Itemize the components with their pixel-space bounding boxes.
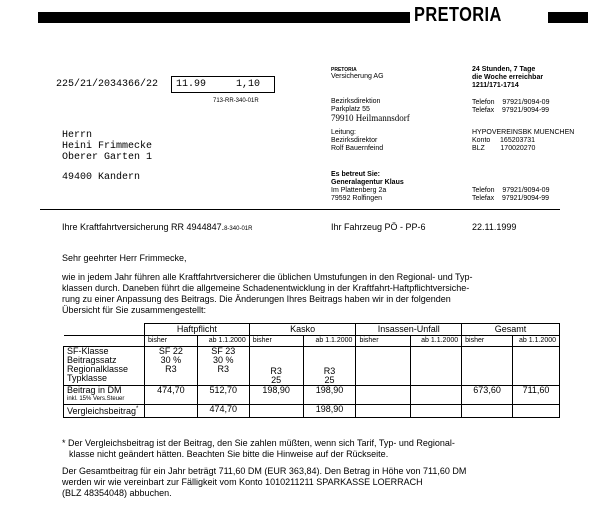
paragraph-line: wie in jedem Jahr führen alle Kraftfahrtversicherer die üblichen Umstufungen in den Regional- und Typ-: [62, 272, 473, 282]
table-cell: 198,90: [303, 405, 356, 418]
box-amount: 1,10: [236, 79, 261, 90]
fax-label: Telefax: [472, 195, 495, 202]
row-label-sf: SF-Klasse: [67, 346, 109, 356]
table-cell: 25: [324, 375, 335, 385]
agency-name: Generalagentur Klaus: [331, 179, 404, 186]
recipient-address: [62, 130, 152, 163]
kasko-bisher-cell: [249, 347, 303, 386]
intro-paragraph: [62, 272, 473, 316]
recipient-name: Heini Frimmecke: [62, 141, 153, 152]
recipient-line: Herrn: [62, 130, 93, 141]
phone-block-2: [472, 187, 549, 203]
recipient-street: Oberer Garten 1: [62, 152, 153, 163]
table-cell: 474,70: [197, 405, 249, 418]
group-header-insassen: Insassen-Unfall: [356, 324, 462, 336]
row-labels-classes: [64, 347, 145, 386]
paragraph-line: Der Gesamtbeitrag für ein Jahr beträgt 711,60 DM (EUR 363,84). Den Betrag in Höhe von 711,60 DM: [62, 466, 467, 476]
table-cell: [356, 386, 411, 405]
table-cell: [411, 386, 462, 405]
group-header-gesamt: Gesamt: [462, 324, 560, 336]
kasko-ab-cell: [303, 347, 356, 386]
tel-label: Telefon: [472, 187, 495, 194]
phone-block-1: [472, 99, 549, 115]
blz-label: BLZ: [472, 145, 485, 152]
table-cell: [513, 405, 560, 418]
fax-label: Telefax: [472, 107, 495, 114]
director-label: Bezirksdirektor: [331, 137, 378, 144]
table-cell: R3: [323, 366, 336, 376]
contribution-table: [63, 323, 560, 418]
tel-number: 97921/9094-09: [502, 99, 550, 106]
bank-block: [472, 129, 574, 153]
group-header-kasko: Kasko: [249, 324, 356, 336]
payment-paragraph: [62, 466, 466, 499]
letter-date: 22.11.1999: [472, 222, 517, 232]
agency-city: 79592 Rolfingen: [331, 195, 382, 202]
policy-code: 225/21/2034366/22: [56, 79, 159, 90]
table-cell: 673,60: [462, 386, 513, 405]
header-band-tail: [548, 12, 588, 23]
table-cell: 198,90: [249, 386, 303, 405]
policy-subject: [62, 222, 252, 232]
sub-corner-cell: [64, 336, 145, 347]
table-cell: 512,70: [197, 386, 249, 405]
sub-header-ab: ab 1.1.2000: [411, 336, 462, 347]
tel-label: Telefon: [472, 99, 495, 106]
fax-number: 97921/9094-99: [501, 107, 550, 114]
box-date: 11.99: [176, 79, 207, 90]
sub-header-bisher: bisher: [356, 336, 411, 347]
brand-logo: PRETORIA: [414, 4, 502, 26]
tel-number: 97921/9094-09: [502, 187, 550, 194]
group-header-haftpflicht: Haftpflicht: [144, 324, 249, 336]
table-cell: [411, 405, 462, 418]
table-cell: [144, 405, 197, 418]
district-address: [331, 98, 410, 122]
table-cell: SF 22: [158, 346, 183, 356]
row-label-typ: Typklasse: [67, 373, 108, 383]
footnote-line: klasse nicht geändert hätten. Beachten Sie bitte die Hinweise auf der Rückseite.: [69, 449, 389, 459]
district-street: Parkplatz 55: [331, 106, 370, 113]
salutation: Sehr geehrter Herr Frimmecke,: [62, 253, 187, 263]
sub-header-bisher: bisher: [462, 336, 513, 347]
insurer-name: Versicherung AG: [331, 73, 384, 80]
sub-header-ab: ab 1.1.2000: [513, 336, 560, 347]
table-cell: R3: [165, 364, 177, 374]
leitung-block: [331, 129, 383, 153]
recipient-city: 49400 Kandern: [62, 172, 141, 183]
director-name: Rolf Bauernfeind: [331, 145, 384, 152]
row-label-beitrag-cell: [64, 386, 145, 405]
table-cell: [249, 405, 303, 418]
footnote-mark: *: [62, 438, 66, 448]
row-label-vergleich-cell: [64, 405, 145, 418]
table-cell: R3: [217, 364, 230, 374]
hours-line1: 24 Stunden, 7 Tage: [472, 66, 536, 73]
policy-suffix: 8-340-01R: [224, 226, 253, 232]
gesamt-bisher-cell: [462, 347, 513, 386]
insassen-ab-cell: [411, 347, 462, 386]
policy-text: Ihre Kraftfahrtversicherung RR 4944847.: [62, 222, 225, 232]
table-cell: 474,70: [144, 386, 197, 405]
konto-number: 165203731: [500, 137, 536, 144]
agency-street: Im Plattenberg 2a: [331, 187, 387, 194]
paragraph-line: Übersicht für Sie zusammengestellt:: [62, 305, 207, 315]
agency-block: [331, 171, 404, 203]
table-cell: R3: [270, 366, 282, 376]
footnote-mark: *: [136, 406, 139, 412]
hours-line2: die Woche erreichbar: [472, 74, 544, 81]
leitung-label: Leitung:: [331, 129, 356, 136]
table-cell: SF 23: [211, 346, 236, 356]
haft-bisher-cell: [144, 347, 197, 386]
row-label-beitrag: Beitrag in DM: [67, 385, 122, 395]
table-cell: 198,90: [303, 386, 356, 405]
fax-number: 97921/9094-99: [501, 195, 550, 202]
konto-label: Konto: [472, 137, 491, 144]
footnote: [62, 438, 455, 460]
table-cell: 30 %: [213, 355, 234, 365]
paragraph-line: werden wir wie vereinbart zur Fälligkeit vom Konto 1010211211 SPARKASSE LOERRACH: [62, 477, 423, 487]
row-label-beitrag-note: inkl. 15% Vers.Steuer: [67, 396, 125, 402]
footnote-line: Der Vergleichsbeitrag ist der Beitrag, den Sie zahlen müßten, wenn sich Tarif, Typ- und Regional-: [68, 438, 455, 448]
corner-cell: [64, 324, 145, 336]
blz-number: 170020270: [500, 145, 536, 152]
table-cell: [462, 405, 513, 418]
table-cell: 30 %: [160, 355, 182, 365]
insurer-logo-small: PRETORIA: [331, 67, 357, 73]
paragraph-line: (BLZ 48354048) abbuchen.: [62, 488, 172, 498]
header-band: [38, 12, 410, 23]
haft-ab-cell: [197, 347, 249, 386]
divider: [40, 209, 560, 210]
table-cell: 711,60: [513, 386, 560, 405]
paragraph-line: klassen durch. Daneben führt die allgemeine Schadenentwicklung in der Kraftfahrt-Haftpflichtversiche-: [62, 283, 470, 293]
row-label-satz: Beitragssatz: [67, 355, 117, 365]
paragraph-line: rung zu einer Anpassung des Beitrags. Die Änderungen Ihres Beitrags haben wir in der folgenden: [62, 294, 451, 304]
sub-header-bisher: bisher: [249, 336, 303, 347]
vehicle-subject: Ihr Fahrzeug PÖ - PP-6: [331, 222, 426, 232]
district-label: Bezirksdirektion: [331, 98, 381, 105]
hotline-block: [472, 66, 543, 90]
table-cell: 25: [271, 375, 282, 385]
table-cell: [356, 405, 411, 418]
betreut-label: Es betreut Sie:: [331, 171, 381, 178]
hotline-number: 1211/171-1714: [472, 82, 519, 89]
insassen-bisher-cell: [356, 347, 411, 386]
gesamt-ab-cell: [513, 347, 560, 386]
row-label-vergleich: Vergleichsbeitrag: [67, 406, 137, 416]
district-city: 79910 Heilmannsdorf: [331, 113, 410, 123]
bank-name: HYPOVEREINSBK MUENCHEN: [472, 129, 575, 136]
sub-header-ab: ab 1.1.2000: [303, 336, 356, 347]
row-label-regional: Regionalklasse: [67, 364, 129, 374]
sub-header-ab: ab 1.1.2000: [197, 336, 249, 347]
sub-header-bisher: bisher: [144, 336, 197, 347]
form-code: 713-RR-340-01R: [213, 98, 259, 104]
